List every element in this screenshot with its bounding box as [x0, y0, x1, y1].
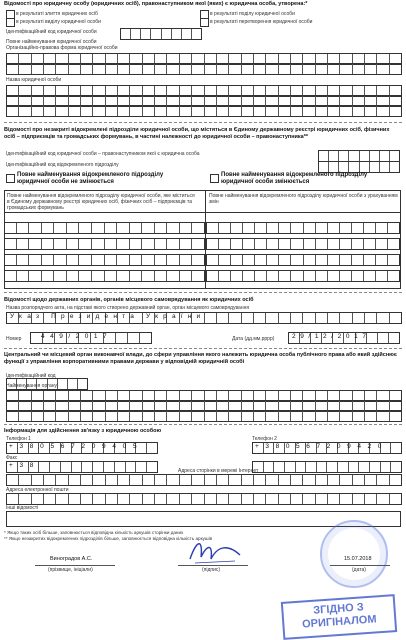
divider	[4, 122, 402, 123]
section2-heading: Відомості про незакриті відокремлені підрозділи юридичної особи, що містяться в Єдиному державному реєстрі юридичних осіб, фізичних осіб – підприємців та громадських формувань, в частині належності до юридичної особи – правонаступника**	[4, 127, 390, 140]
s2-left-grid-2[interactable]	[4, 238, 205, 250]
signature-line	[178, 565, 248, 566]
signer-name: Виноградов А.С.	[50, 556, 93, 562]
opt-division-label: в результаті поділу юридичної особи	[210, 11, 295, 17]
s2-left-grid-4[interactable]	[4, 270, 205, 282]
s4-code-label: Ідентифікаційний код	[6, 373, 56, 379]
s2-left-grid-1[interactable]	[4, 222, 205, 234]
s1-name2-label: Назва юридичної особи	[6, 77, 62, 83]
divider	[4, 424, 402, 425]
date-line	[330, 565, 390, 566]
s4-name-grid-3[interactable]	[6, 410, 402, 422]
footnote-1: * Якщо таких осіб більше, заповнюється відповідна кількість аркушів сторінки даних	[4, 530, 184, 535]
stamp-line-2: ОРИГІНАЛОМ	[301, 613, 377, 631]
phone1-value: +380567209405	[9, 443, 144, 450]
s1-code-grid[interactable]	[120, 28, 202, 40]
website-label: Адреса сторінки в мережі Інтернет	[178, 468, 259, 474]
opt-transform-label: в результаті перетворення юридичної особи	[210, 19, 313, 25]
name-caption: (прізвище, ініціали)	[48, 567, 93, 573]
transform-checkbox[interactable]	[200, 18, 209, 27]
signature-caption: (підпис)	[202, 567, 221, 573]
s2-right-grid-3[interactable]	[206, 254, 400, 266]
s4-name-label: Найменування органу	[6, 383, 57, 389]
divider	[4, 292, 402, 293]
s3-number-value: 449/2017	[41, 333, 113, 340]
section1-heading: Відомості про юридичну особу (юридичних осіб), правонаступником якої (яких) є юридична особа, утворена:*	[4, 1, 308, 7]
fax-label: Факс	[6, 455, 18, 461]
certified-copy-stamp	[281, 594, 397, 640]
s3-number-label: Номер	[6, 336, 22, 342]
s1-name-grid-3[interactable]	[6, 105, 402, 117]
s2-left-grid-3[interactable]	[4, 254, 205, 266]
s3-date-value: 29/12/2017	[292, 333, 371, 340]
s2-table-rule	[4, 212, 400, 213]
section4-heading: Центральний чи місцевий орган виконавчої влади, до сфери управління якого належить юридична особа публічного права або який здійснює функції з управління корпоративними правами держави у відповідній юридичній особі	[4, 352, 397, 365]
email-grid[interactable]	[6, 493, 402, 505]
s3-date-label: Дата (дд.мм.рррр)	[232, 336, 275, 342]
section3-heading: Відомості щодо державних органів, органів місцевого самоврядування як юридичних осіб	[4, 297, 254, 303]
stamp-line-1: ЗГІДНО З	[312, 601, 365, 617]
round-seal	[320, 520, 388, 588]
section5-heading: Інформація для здійснення зв'язку з юридичною особою	[4, 428, 162, 434]
changed-checkbox[interactable]	[210, 174, 219, 183]
website-grid-1[interactable]	[252, 461, 402, 473]
phone1-label: Телефон 1	[6, 436, 31, 442]
s1-name-label: Повне найменування юридичної особи	[6, 39, 97, 45]
other-label: Інші відомості	[6, 505, 39, 511]
website-grid-2[interactable]	[6, 474, 402, 486]
phone2-label: Телефон 2	[252, 436, 277, 442]
opt-split-off-label: в результаті виділу юридичної особи	[16, 19, 101, 25]
s2-right-desc: Повне найменування відокремленого підрозділу юридичної особи з урахуванням змін	[209, 193, 398, 205]
s2-code-succ-label: Ідентифікаційний код юридичної особи – правонаступником якої є юридична особа	[6, 151, 200, 157]
s2-right-grid-2[interactable]	[206, 238, 400, 250]
opt-merge-label: в результаті злиття юридичних осіб	[16, 11, 98, 17]
s1-code-label: Ідентифікаційний код юридичної особи	[6, 29, 97, 35]
s2-right-grid-4[interactable]	[206, 270, 400, 282]
fax-value: +38	[9, 462, 41, 469]
signature-icon	[185, 537, 245, 567]
divider	[4, 348, 402, 349]
phone2-value: +380567209420	[255, 443, 388, 450]
email-label: Адреса електронної пошти	[6, 487, 69, 493]
s3-doc-label: Назва розпорядчого акта, на підставі якого створено державний орган, орган місцевого самоврядування	[6, 305, 250, 311]
changed-label: Повне найменування відокремленого підрозділу юридичної особи змінюється	[221, 172, 368, 185]
footnote-2: ** Якщо незакритих відокремлених підрозділів більше, заповнюється відповідна кількість аркушів	[4, 536, 213, 541]
name-line	[35, 565, 115, 566]
s1-form-grid-2[interactable]	[6, 63, 402, 75]
sign-date: 15.07.2018	[344, 556, 372, 562]
s3-doc-value: Указ Президента України	[10, 313, 206, 320]
s2-left-desc: Повне найменування відокремленого підрозділу юридичної особи, яке міститься в Єдиному державному реєстрі юридичних осіб, фізичних осіб – підприємців та громадських формувань	[7, 193, 195, 211]
unchanged-checkbox[interactable]	[6, 174, 15, 183]
split-off-checkbox[interactable]	[6, 18, 15, 27]
s1-form-label: Організаційно-правова форма юридичної особи	[6, 45, 118, 51]
date-caption: (дата)	[352, 567, 366, 573]
s2-right-grid-1[interactable]	[206, 222, 400, 234]
unchanged-label: Повне найменування відокремленого підрозділу юридичної особи не змінюється	[17, 172, 164, 185]
s2-code-sep-label: Ідентифікаційний код відокремленого підрозділу	[6, 162, 119, 168]
